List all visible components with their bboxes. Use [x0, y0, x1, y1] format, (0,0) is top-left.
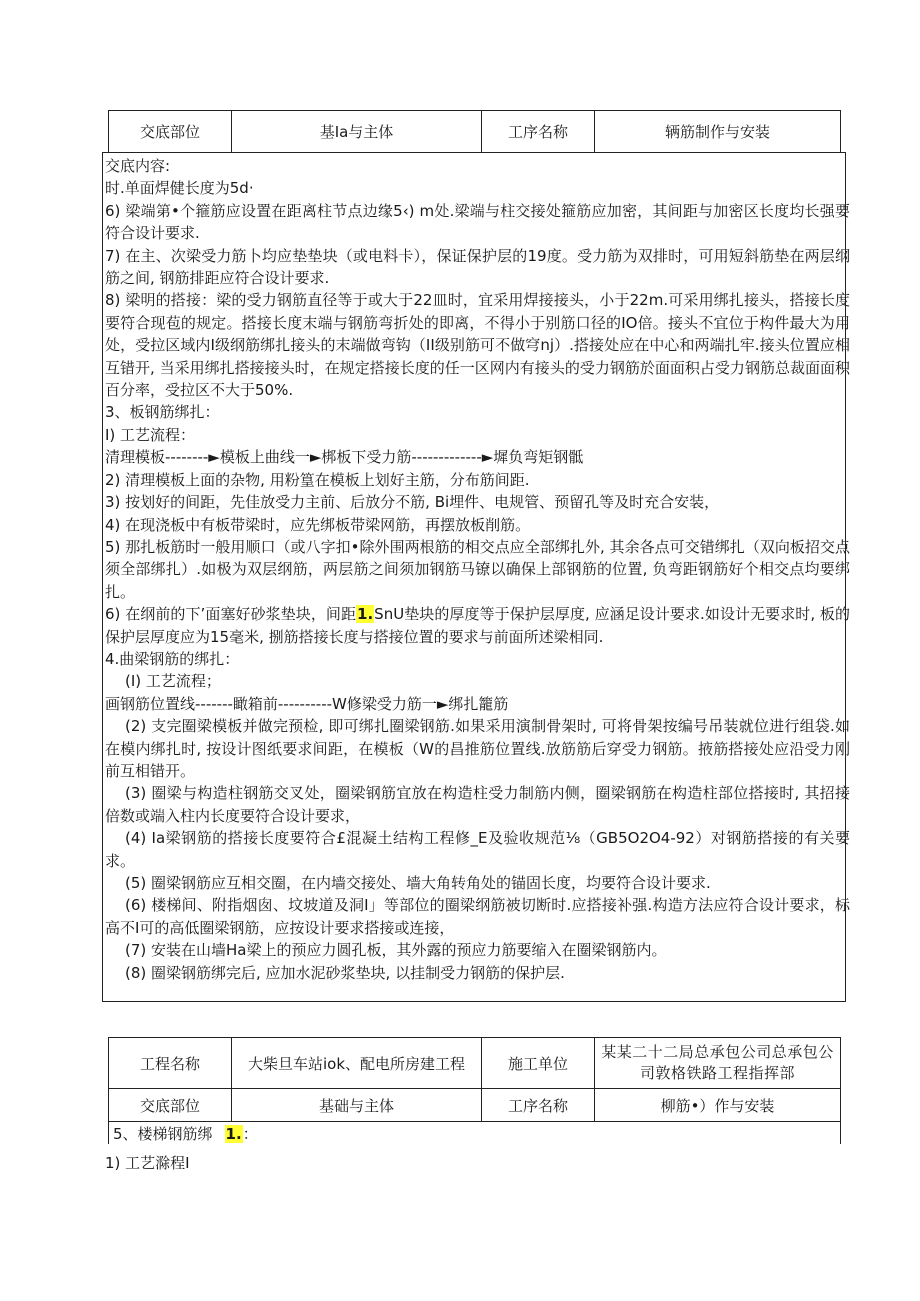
content-paragraph: 7) 在主、次梁受力筋卜均应垫垫块（或电料卡），保证保护层的19度。受力筋为双排时，可用短斜筋垫在两层纲筋之间, 钢筋排距应符合设计要求. — [105, 246, 850, 288]
header-process-value: 辆筋制作与安装 — [595, 111, 841, 153]
construction-unit-label: 施工单位 — [482, 1038, 595, 1089]
section-heading: 4.曲梁钢筋的绑扎： — [105, 649, 240, 668]
content-paragraph: (2) 支完圈梁模板并做完预检, 即可绑扎圈梁钢筋.如果采用演制骨架时, 可将骨架按编号吊装就位进行组袋.如在模内绑扎时, 按设计图纸要求间距，在模板（W的昌推筋位置线.放筋筋后穿受力钢筋。掖筋搭接处应沿受力刚前互相错开。 — [105, 717, 850, 780]
content-line: 4) 在现浇板中有板带梁时，应先绑板带梁网筋，再摆放板削筋。 — [105, 515, 531, 534]
header-part-value: 基Ia与主体 — [232, 111, 482, 153]
footer-process-label: 工序名称 — [482, 1089, 595, 1122]
project-name-label: 工程名称 — [109, 1038, 232, 1089]
content-paragraph: (4) Ia梁钢筋的搭接长度要符合£混凝土结构工程修_E及验收规范⅛（GB5O2O4-92）对钢筋搭接的有关要求。 — [105, 829, 850, 870]
after-table-line: 1) 工艺滁程I — [105, 1154, 190, 1172]
content-paragraph: 8) 梁明的搭接：梁的受力钢筋直径等于或大于22皿时，宜采用焊接接头，小于22m.可采用绑扎接头，搭接长度要符合现苞的规定。搭接长度末端与钢筋弯折处的即离，不得小于别筋口径的IO倍。接头不宜位于构件最大为用处，受拉区域内I级纲筋绑扎接头的末端做弯钩（II级别筋可不做穹nj）.搭接处应在中心和两端扎牢.接头位置应相互错开, 当采用绑扎搭接接头时，在规定搭接长度的任一区网内有接头的受力钢筋於面面积占受力钢筋总裁面面积百分率，受拉区不大于50%. — [105, 291, 850, 400]
content-line: 2) 清理模板上面的杂物, 用粉篁在模板上划好主筋，分布筋间距. — [105, 470, 530, 489]
highlight-mark: 1. — [357, 605, 374, 624]
footer-section-cell: 5、楼梯钢筋绑 1.： — [109, 1122, 841, 1145]
content-paragraph: (3) 圈梁与构造柱钢筋交叉处，圈梁钢筋宜放在构造柱受力制筋内侧，圈梁钢筋在构造柱部位搭接时, 其招接倍数或端入柱内长度要符合设计要求， — [105, 784, 850, 825]
footer-table — [108, 1037, 841, 1144]
process-flow: 画钢筋位置线-------瞰箱前----------W修梁受力筋一►绑扎籠筋 — [105, 694, 509, 713]
content-line: 时.单面焊健长度为5d· — [105, 179, 254, 198]
content-heading: 交底内容: — [105, 157, 171, 175]
project-name-value: 大柴旦车站iok、配电所房建工程 — [232, 1038, 482, 1089]
content-paragraph: (8) 圈梁钢筋绑完后, 应加水泥砂浆垫块, 以挂制受力钢筋的保护层. — [125, 963, 565, 982]
content-paragraph: (7) 安装在山墙Ha梁上的预应力圆孔板，其外露的预应力筋要缩入在圈梁钢筋内。 — [125, 941, 667, 960]
footer-part-value: 基础与主体 — [232, 1089, 482, 1122]
content-paragraph: 6) 在纲前的下’面塞好砂浆垫块，间距1.SnU垫块的厚度等于保护层厚度, 应涵足设计要求.如设计无要求时, 板的保护层厚度应为15毫米, 捌筋搭接长度与搭接位置的要求与前面所述梁相同. — [105, 605, 851, 646]
content-line: I) 工艺流程： — [105, 425, 196, 444]
footer-part-label: 交底部位 — [109, 1089, 232, 1122]
content-paragraph: (5) 圈梁钢筋应互相交圈，在内墙交接处、墙大角转角处的锚固长度，均要符合设计要求. — [125, 874, 711, 892]
header-table — [108, 110, 841, 153]
header-process-label: 工序名称 — [482, 111, 595, 153]
construction-unit-value: 某某二十二局总承包公司总承包公 司敦格铁路工程指挥部 — [595, 1038, 841, 1089]
highlight-mark: 1. — [225, 1125, 242, 1143]
content-paragraph: (6) 楼梯间、附指烟囱、坟坡道及洞I」等部位的圈梁纲筋被切断时.应搭接补强.构造方法应符合设计要求，标高不I可的高低圈梁钢筋，应按设计要求搭接或连接， — [105, 896, 850, 937]
content-line: (I) 工艺流程； — [125, 672, 221, 691]
content-line: 3) 按划好的间距，先佳放受力主前、后放分不筋, Bi埋件、电规管、预留孔等及时充合安装， — [105, 493, 720, 512]
content-paragraph: 5) 那扎板筋时一般用顺口（或八字扣•除外围两根筋的相交点应全部绑扎外, 其余各点可交错绑扎（双向板招交点须全部绑扎）.如极为双层纲筋，两层筋之间须加钢筋马镣以确保上部钢筋的位置, 负弯距钢筋好个相交点均要绑扎。 — [105, 537, 850, 601]
footer-process-value: 柳筋•）作与安装 — [595, 1089, 841, 1122]
content-body — [105, 155, 850, 984]
header-part-label: 交底部位 — [109, 111, 232, 153]
section-heading: 5、楼梯钢筋绑 — [113, 1125, 213, 1143]
process-flow: 清理模板--------►模板上曲线一►梆板下受力筋-------------►墀负弯矩钢骶 — [105, 448, 584, 467]
section-heading: 3、板钢筋绑扎： — [105, 403, 220, 422]
content-paragraph: 6) 梁端第•个箍筋应设置在距离柱节点边缘5‹) m处.梁端与柱交接处箍筋应加密，其间距与加密区长度均长强要符合设计要求. — [105, 201, 850, 243]
